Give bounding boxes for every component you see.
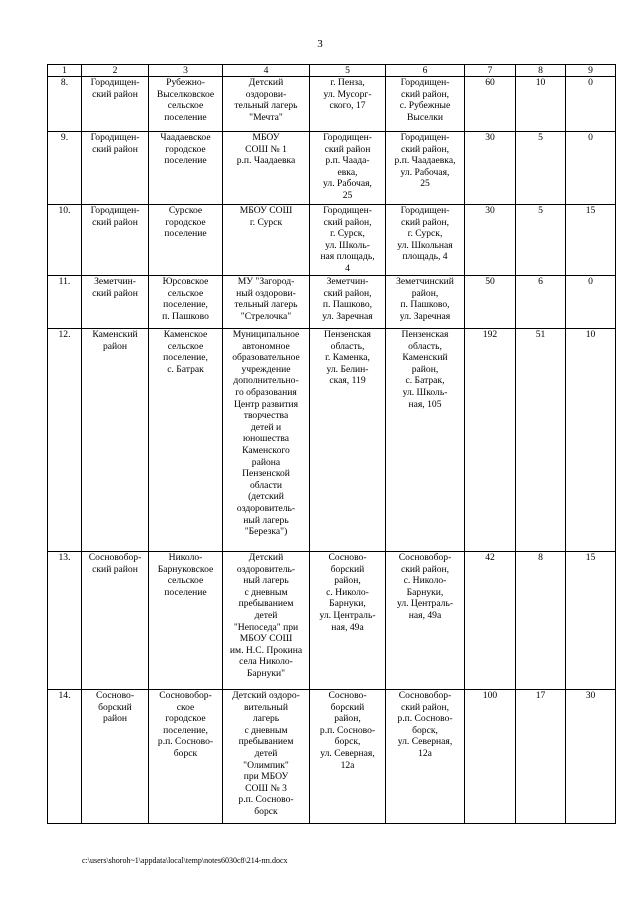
legal-address-cell: Городищен- ский район, г. Сурск, ул. Школь- ная площадь, 4 [310,205,386,276]
capacity-cell: 30 [465,132,516,205]
document-file-path: c:\users\shoroh~1\appdata\local\temp\notes6030c8\214-пп.docx [82,856,288,865]
capacity-cell: 42 [465,552,516,690]
legal-address-cell: Земетчин- ский район, п. Пашково, ул. Заречная [310,276,386,329]
actual-address-cell: Сосновобор- ский район, с. Николо- Барнуки, ул. Централь- ная, 49а [386,552,465,690]
actual-address-cell: Городищен- ский район, с. Рубежные Выселки [386,77,465,132]
legal-address-cell: Городищен- ский район р.п. Чаада- евка, ул. Рабочая, 25 [310,132,386,205]
legal-address-cell: Сосново- борский район, р.п. Сосново- борск, ул. Северная, 12а [310,690,386,824]
row-number-cell: 10. [48,205,82,276]
settlement-cell: Сурское городское поселение [149,205,223,276]
header-cell-3: 3 [149,65,223,77]
institution-name-cell: МБОУ СОШ № 1 р.п. Чаадаевка [223,132,310,205]
institution-name-cell: Детский оздоровитель- ный лагерь с дневным пребыванием детей "Непоседа" при МБОУ СОШ им. Н.С. Прокина села Николо- Барнуки" [223,552,310,690]
row-number-cell: 11. [48,276,82,329]
actual-address-cell: Городищен- ский район, г. Сурск, ул. Школьная площадь, 4 [386,205,465,276]
header-cell-2: 2 [82,65,149,77]
capacity-cell: 50 [465,276,516,329]
extra-cell: 10 [566,329,616,552]
row-number-cell: 8. [48,77,82,132]
table-row [48,690,616,824]
table-row [48,205,616,276]
table-row [48,132,616,205]
table-row [48,329,616,552]
staff-cell: 51 [516,329,566,552]
page-number: 3 [317,38,323,50]
actual-address-cell: Сосновобор- ский район, р.п. Сосново- борск, ул. Северная, 12а [386,690,465,824]
header-cell-7: 7 [465,65,516,77]
row-number-cell: 12. [48,329,82,552]
extra-cell: 30 [566,690,616,824]
extra-cell: 15 [566,552,616,690]
staff-cell: 5 [516,132,566,205]
actual-address-cell: Пензенская область, Каменский район, с. Батрак, ул. Школь- ная, 105 [386,329,465,552]
settlement-cell: Юрсовское сельское поселение, п. Пашково [149,276,223,329]
legal-address-cell: Сосново- борский район, с. Николо- Барнуки, ул. Централь- ная, 49а [310,552,386,690]
capacity-cell: 100 [465,690,516,824]
institution-name-cell: Детский оздоро- вительный лагерь с дневным пребыванием детей "Олимпик" при МБОУ СОШ № 3 р.п. Сосново- борск [223,690,310,824]
district-cell: Городищен- ский район [82,132,149,205]
extra-cell: 0 [566,132,616,205]
settlement-cell: Рубежно- Выселковское сельское поселение [149,77,223,132]
capacity-cell: 60 [465,77,516,132]
district-cell: Сосновобор- ский район [82,552,149,690]
table-row [48,77,616,132]
capacity-cell: 30 [465,205,516,276]
row-number-cell: 14. [48,690,82,824]
row-number-cell: 9. [48,132,82,205]
table-row [48,552,616,690]
legal-address-cell: г. Пенза, ул. Мусорг- ского, 17 [310,77,386,132]
header-cell-1: 1 [48,65,82,77]
settlement-cell: Каменское сельское поселение, с. Батрак [149,329,223,552]
row-number-cell: 13. [48,552,82,690]
capacity-cell: 192 [465,329,516,552]
header-cell-6: 6 [386,65,465,77]
settlement-cell: Сосновобор- ское городское поселение, р.п. Сосново- борск [149,690,223,824]
actual-address-cell: Городищен- ский район, р.п. Чаадаевка, ул. Рабочая, 25 [386,132,465,205]
staff-cell: 6 [516,276,566,329]
column-number-header-row [48,65,616,77]
settlement-cell: Николо- Барнуковское сельское поселение [149,552,223,690]
settlement-cell: Чаадаевское городское поселение [149,132,223,205]
district-cell: Городищен- ский район [82,77,149,132]
institution-name-cell: Муниципальное автономное образовательное учреждение дополнительно- го образования Центр развития творчества детей и юношества Каменского района Пензенской области (детский оздоровитель- ный лагерь "Березка") [223,329,310,552]
district-cell: Городищен- ский район [82,205,149,276]
institution-name-cell: МБОУ СОШ г. Сурск [223,205,310,276]
institution-name-cell: Детский оздорови- тельный лагерь "Мечта" [223,77,310,132]
extra-cell: 0 [566,77,616,132]
header-cell-9: 9 [566,65,616,77]
legal-address-cell: Пензенская область, г. Каменка, ул. Белин- ская, 119 [310,329,386,552]
staff-cell: 10 [516,77,566,132]
district-cell: Каменский район [82,329,149,552]
district-cell: Сосново- борский район [82,690,149,824]
institution-name-cell: МУ "Загород- ный оздорови- тельный лагерь "Стрелочка" [223,276,310,329]
staff-cell: 8 [516,552,566,690]
extra-cell: 15 [566,205,616,276]
header-cell-8: 8 [516,65,566,77]
table-row [48,276,616,329]
staff-cell: 5 [516,205,566,276]
actual-address-cell: Земетчинский район, п. Пашково, ул. Заречная [386,276,465,329]
header-cell-4: 4 [223,65,310,77]
header-cell-5: 5 [310,65,386,77]
staff-cell: 17 [516,690,566,824]
extra-cell: 0 [566,276,616,329]
camps-table [47,64,616,824]
district-cell: Земетчин- ский район [82,276,149,329]
